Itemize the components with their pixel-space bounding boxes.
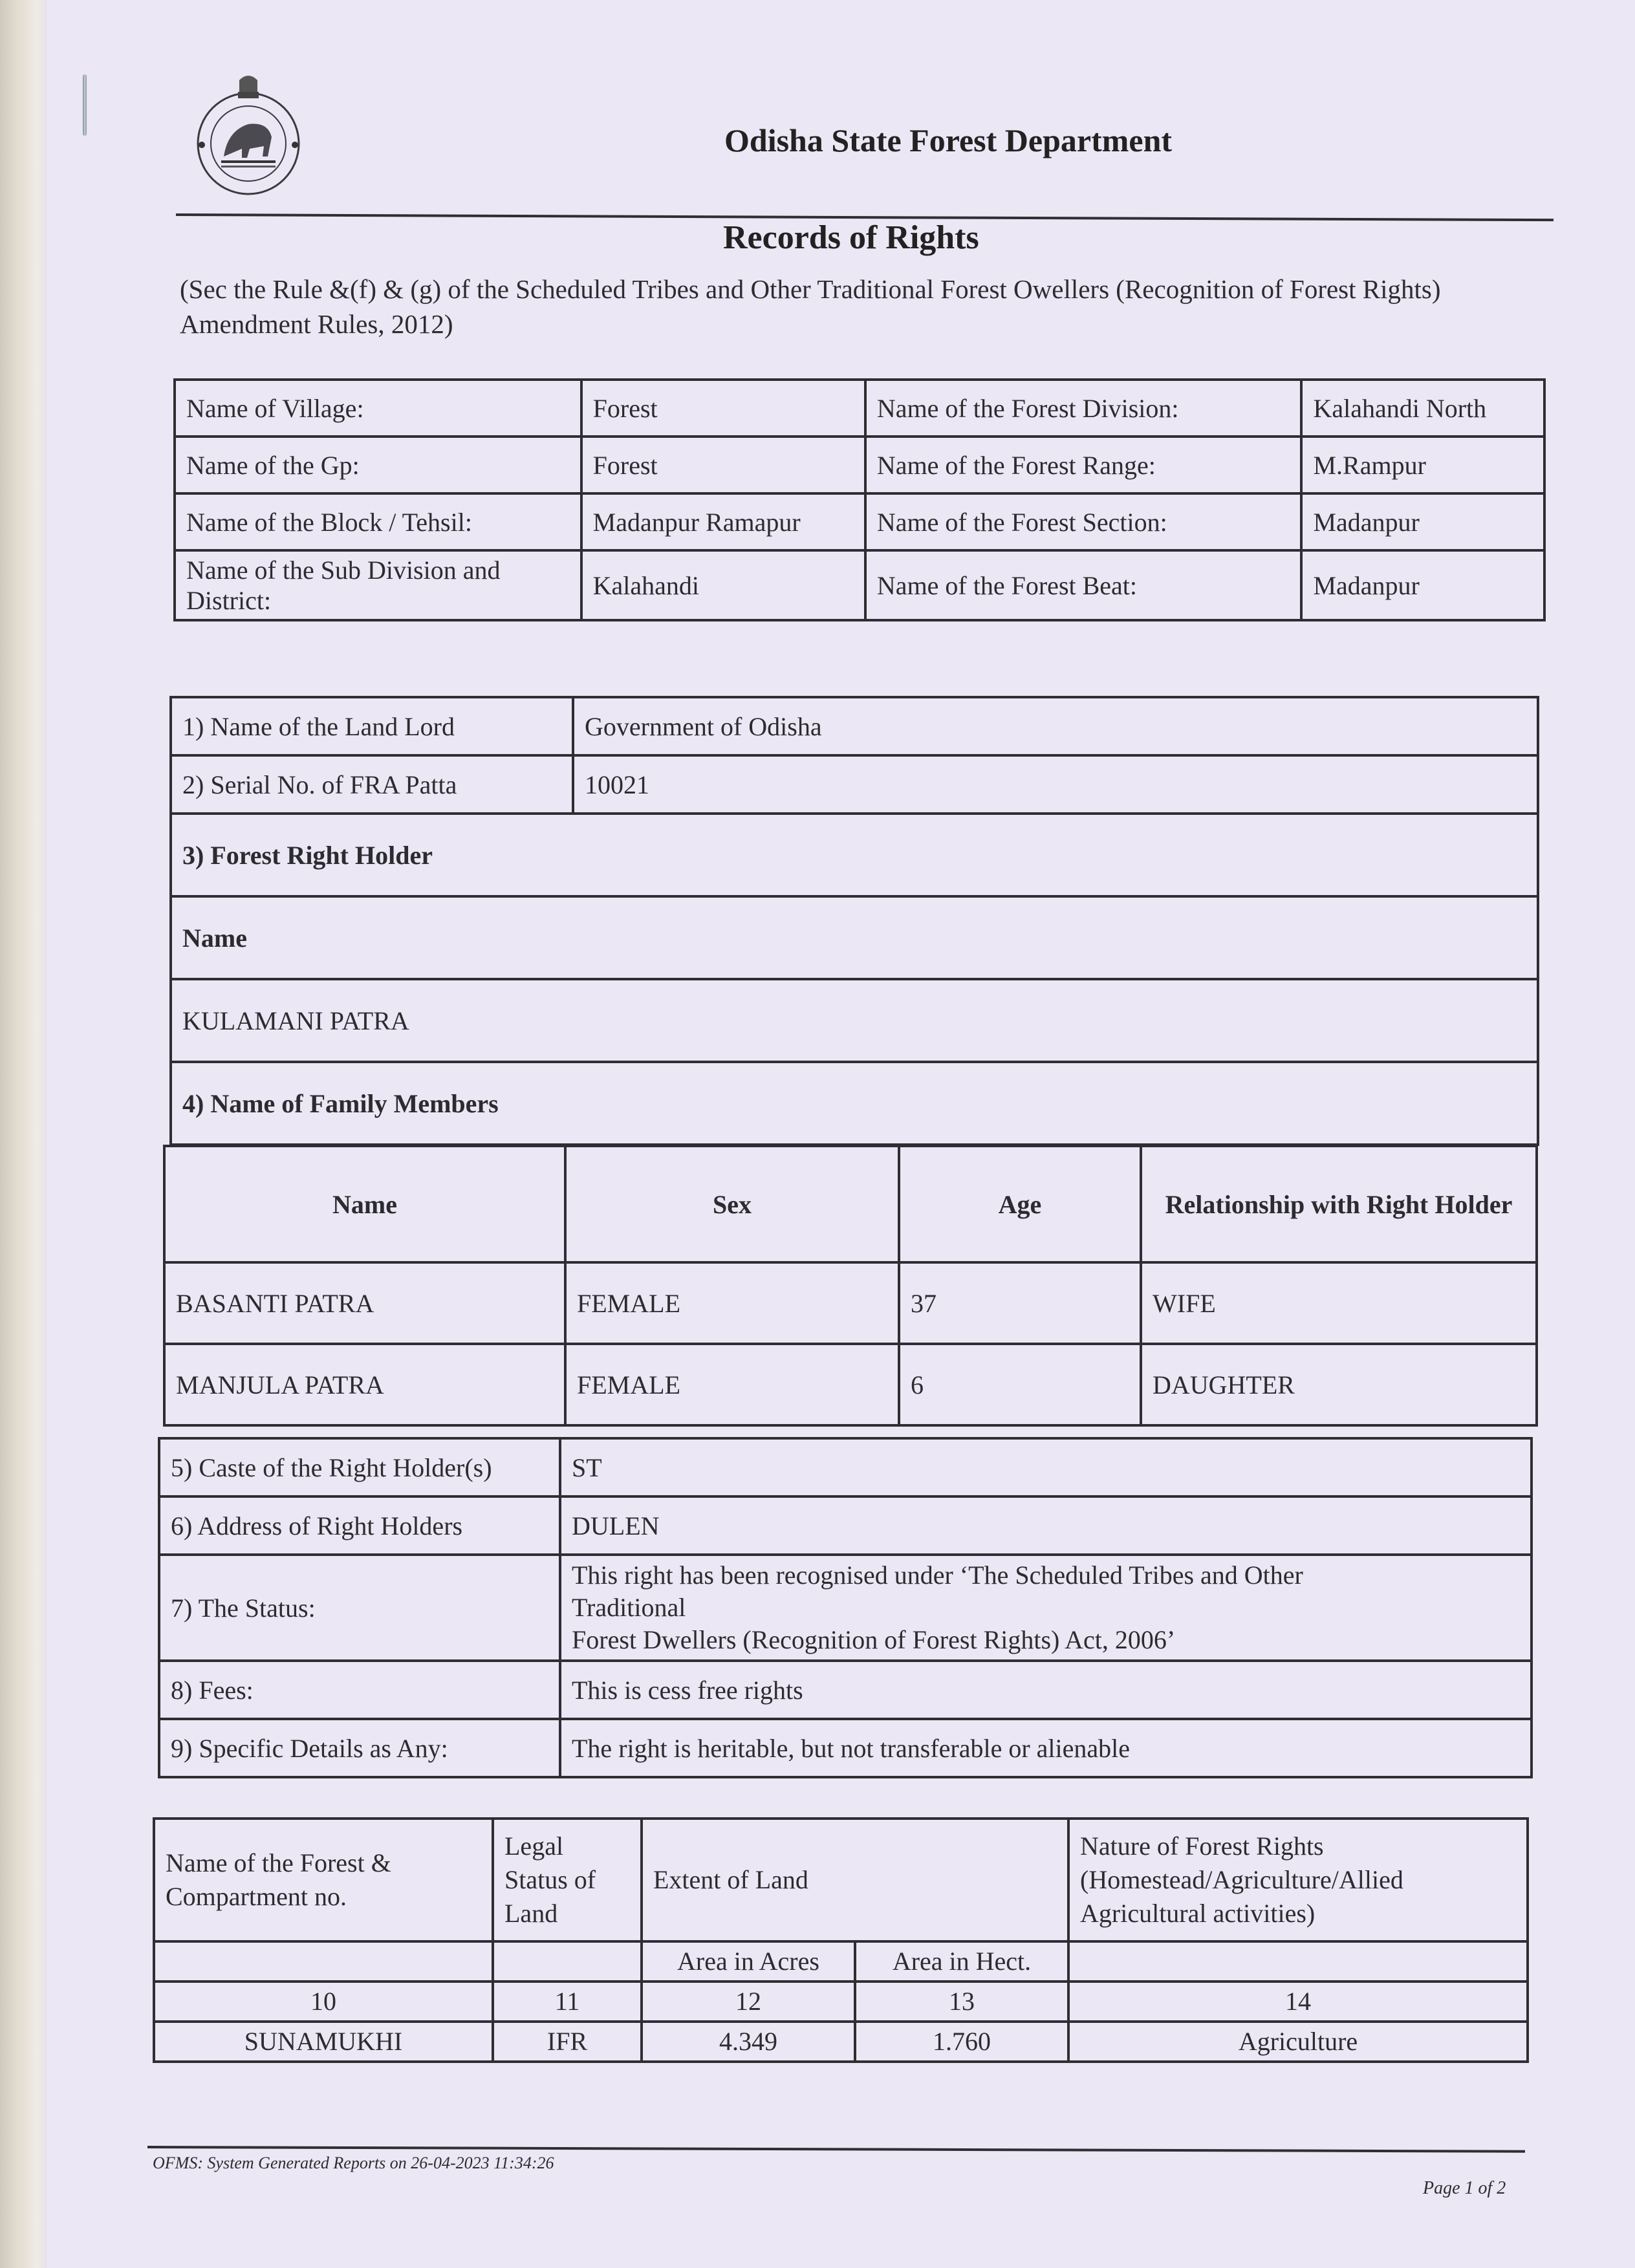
column-number: 12: [642, 1982, 855, 2022]
right-holder-table: [169, 696, 1539, 1146]
table-row: [159, 1438, 1532, 1496]
document-title: Records of Rights: [723, 219, 979, 256]
column-header-relationship: Relationship with Right Holder: [1141, 1146, 1537, 1262]
table-row: [164, 1262, 1537, 1344]
table-row: [175, 380, 1544, 437]
forest-range-value: M.Rampur: [1301, 437, 1544, 493]
forest-beat-value: Madanpur: [1301, 550, 1544, 620]
column-header-legal-status: Legal Status of Land: [493, 1819, 642, 1941]
caste-value: ST: [560, 1438, 1532, 1496]
department-name: Odisha State Forest Department: [724, 122, 1173, 158]
column-number: 14: [1068, 1982, 1528, 2022]
area-acres: 4.349: [642, 2022, 855, 2062]
forest-division-label: Name of the Forest Division:: [865, 380, 1302, 437]
scan-edge: [0, 0, 47, 2268]
column-number: 11: [493, 1982, 642, 2022]
table-row: [175, 437, 1544, 493]
member-age: 6: [899, 1344, 1141, 1425]
table-row: [171, 896, 1538, 979]
land-details-table: [153, 1817, 1529, 2063]
column-number-row: [154, 1982, 1528, 2022]
column-header-sex: Sex: [565, 1146, 899, 1262]
block-value: Madanpur Ramapur: [581, 493, 865, 550]
legal-status: IFR: [493, 2022, 642, 2062]
address-value: DULEN: [560, 1496, 1532, 1555]
page-number: Page 1 of 2: [1423, 2178, 1506, 2198]
village-label: Name of Village:: [175, 380, 581, 437]
empty-cell: [154, 1941, 493, 1982]
status-label: 7) The Status:: [159, 1555, 560, 1661]
table-row: [159, 1719, 1532, 1777]
serial-label: 2) Serial No. of FRA Patta: [171, 755, 573, 814]
location-table: [173, 378, 1546, 621]
document-subtitle: (Sec the Rule &(f) & (g) of the Scheduled Tribes and Other Traditional Forest Owellers (Recognition of Forest Rights) Amendment Rules, 2012): [180, 274, 1441, 339]
table-subheader-row: [154, 1941, 1528, 1982]
member-name: BASANTI PATRA: [164, 1262, 565, 1344]
specific-details-label: 9) Specific Details as Any:: [159, 1719, 560, 1777]
family-members-table: [163, 1145, 1538, 1427]
table-row: [171, 697, 1538, 755]
status-value: [560, 1555, 1532, 1661]
odisha-emblem-icon: [193, 72, 304, 202]
column-header-nature: Nature of Forest Rights (Homestead/Agriculture/Allied Agricultural activities): [1068, 1819, 1528, 1941]
block-label: Name of the Block / Tehsil:: [175, 493, 581, 550]
empty-cell: [493, 1941, 642, 1982]
village-value: Forest: [581, 380, 865, 437]
status-line-1: This right has been recognised under ‘The Scheduled Tribes and Other: [572, 1561, 1303, 1590]
forest-section-label: Name of the Forest Section:: [865, 493, 1302, 550]
member-relationship: DAUGHTER: [1141, 1344, 1537, 1425]
caste-label: 5) Caste of the Right Holder(s): [159, 1438, 560, 1496]
forest-range-label: Name of the Forest Range:: [865, 437, 1302, 493]
generated-timestamp: OFMS: System Generated Reports on 26-04-2023 11:34:26: [153, 2154, 554, 2172]
table-row: [164, 1344, 1537, 1425]
sub-division-label: Name of the Sub Division and District:: [175, 550, 581, 620]
area-hect: 1.760: [855, 2022, 1068, 2062]
fees-label: 8) Fees:: [159, 1661, 560, 1719]
forest-section-value: Madanpur: [1301, 493, 1544, 550]
column-header-forest: Name of the Forest & Compartment no.: [154, 1819, 493, 1941]
table-row: [171, 755, 1538, 814]
column-header-age: Age: [899, 1146, 1141, 1262]
column-header-name: Name: [164, 1146, 565, 1262]
table-row: [171, 979, 1538, 1062]
table-row: [154, 2022, 1528, 2062]
family-heading: 4) Name of Family Members: [171, 1062, 1538, 1145]
member-age: 37: [899, 1262, 1141, 1344]
right-holder-heading: 3) Forest Right Holder: [171, 814, 1538, 896]
empty-cell: [1068, 1941, 1528, 1982]
column-header-acres: Area in Acres: [642, 1941, 855, 1982]
land-lord-value: Government of Odisha: [573, 697, 1538, 755]
member-sex: FEMALE: [565, 1344, 899, 1425]
forest-name: SUNAMUKHI: [154, 2022, 493, 2062]
name-heading: Name: [171, 896, 1538, 979]
status-line-3: Forest Dwellers (Recognition of Forest Rights) Act, 2006’: [572, 1625, 1176, 1654]
table-row: [175, 550, 1544, 620]
table-header-row: [164, 1146, 1537, 1262]
forest-beat-label: Name of the Forest Beat:: [865, 550, 1302, 620]
gp-value: Forest: [581, 437, 865, 493]
nature-of-rights: Agriculture: [1068, 2022, 1528, 2062]
table-row: [159, 1661, 1532, 1719]
sub-division-value: Kalahandi: [581, 550, 865, 620]
rights-details-table: [158, 1437, 1533, 1778]
member-relationship: WIFE: [1141, 1262, 1537, 1344]
land-lord-label: 1) Name of the Land Lord: [171, 697, 573, 755]
fees-value: This is cess free rights: [560, 1661, 1532, 1719]
member-name: MANJULA PATRA: [164, 1344, 565, 1425]
gp-label: Name of the Gp:: [175, 437, 581, 493]
forest-division-value: Kalahandi North: [1301, 380, 1544, 437]
address-label: 6) Address of Right Holders: [159, 1496, 560, 1555]
status-line-2: Traditional: [572, 1593, 686, 1622]
column-header-extent: Extent of Land: [642, 1819, 1068, 1941]
column-header-hect: Area in Hect.: [855, 1941, 1068, 1982]
table-row: [159, 1555, 1532, 1661]
column-number: 10: [154, 1982, 493, 2022]
table-header-row: [154, 1819, 1528, 1941]
table-row: [159, 1496, 1532, 1555]
table-row: [171, 814, 1538, 896]
specific-details-value: The right is heritable, but not transferable or alienable: [560, 1719, 1532, 1777]
member-sex: FEMALE: [565, 1262, 899, 1344]
table-row: [175, 493, 1544, 550]
table-row: [171, 1062, 1538, 1145]
right-holder-name: KULAMANI PATRA: [171, 979, 1538, 1062]
column-number: 13: [855, 1982, 1068, 2022]
staple-icon: [83, 74, 87, 136]
serial-value: 10021: [573, 755, 1538, 814]
